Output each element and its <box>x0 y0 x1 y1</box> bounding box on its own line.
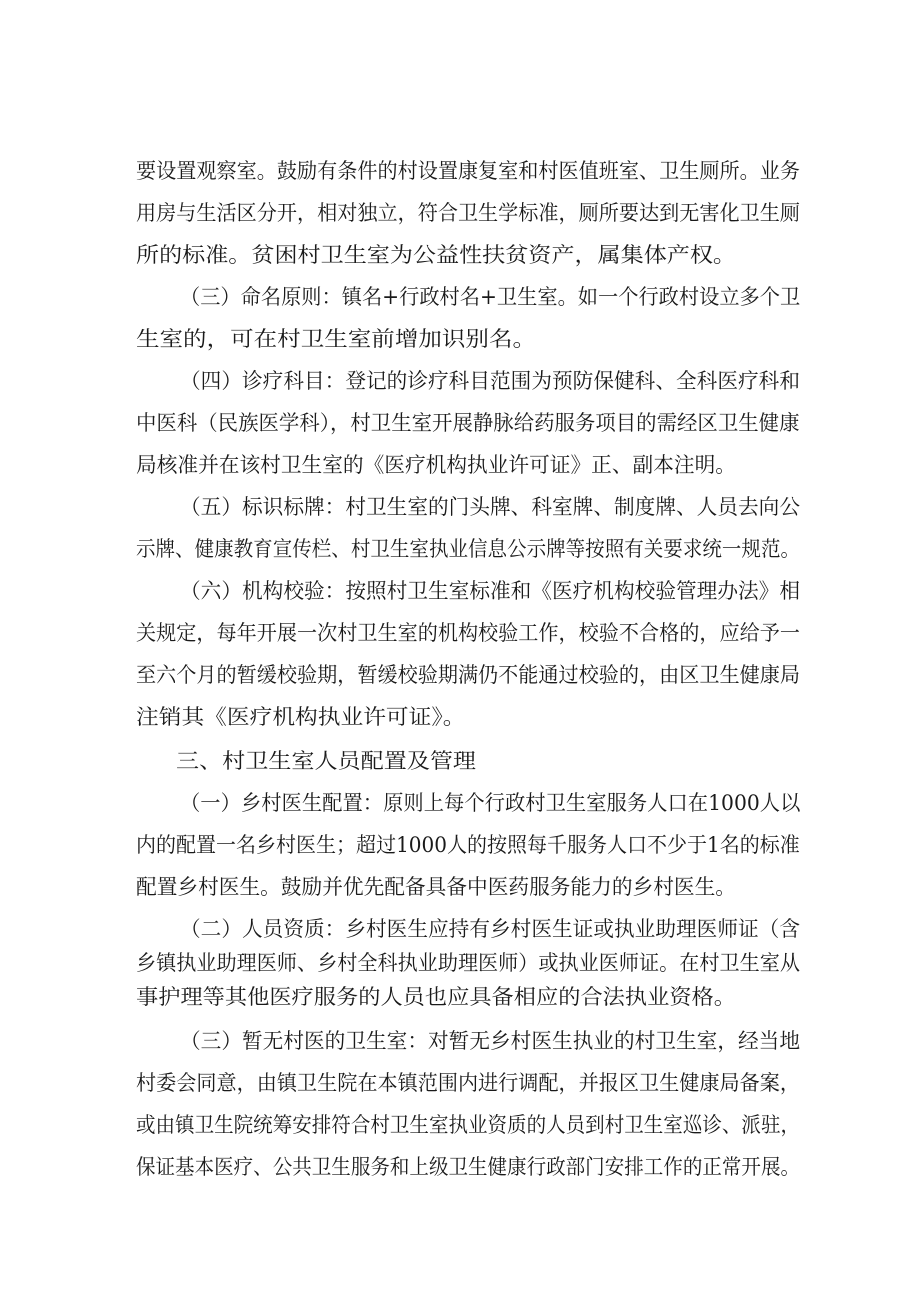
text-line: 乡镇执业助理医师、乡村全科执业助理医师）或执业医师证。在村卫生室从 <box>136 951 800 975</box>
text-line: （二）人员资质：乡村医生应持有乡村医生证或执业助理医师证（含 <box>180 917 800 941</box>
text-line: 注销其《医疗机构执业许可证》。 <box>136 705 466 729</box>
text-line: 内的配置一名乡村医生；超过1000人的按照每千服务人口不少于1名的标准 <box>136 833 800 857</box>
text-line: 配置乡村医生。鼓励并优先配备具备中医药服务能力的乡村医生。 <box>136 875 736 899</box>
section-heading: 三、村卫生室人员配置及管理 <box>176 749 476 773</box>
text-line: （四）诊疗科目：登记的诊疗科目范围为预防保健科、全科医疗科和 <box>180 369 800 393</box>
text-line: （三）暂无村医的卫生室：对暂无乡村医生执业的村卫生室，经当地 <box>180 1029 800 1053</box>
text-line: 示牌、健康教育宣传栏、村卫生室执业信息公示牌等按照有关要求统一规范。 <box>136 537 800 561</box>
text-line: （三）命名原则：镇名+行政村名+卫生室。如一个行政村设立多个卫 <box>180 285 801 309</box>
text-line: （六）机构校验：按照村卫生室标准和《医疗机构校验管理办法》相 <box>180 579 800 603</box>
text-line: 用房与生活区分开，相对独立，符合卫生学标准，厕所要达到无害化卫生厕 <box>136 201 800 225</box>
text-line: 局核准并在该村卫生室的《医疗机构执业许可证》正、副本注明。 <box>136 453 736 477</box>
text-line: 至六个月的暂缓校验期，暂缓校验期满仍不能通过校验的，由区卫生健康局 <box>136 663 800 687</box>
text-line: 事护理等其他医疗服务的人员也应具备相应的合法执业资格。 <box>136 985 736 1009</box>
text-line: （一）乡村医生配置：原则上每个行政村卫生室服务人口在1000人以 <box>180 791 801 815</box>
text-line: 关规定，每年开展一次村卫生室的机构校验工作，校验不合格的，应给予一 <box>136 621 800 645</box>
text-line: 保证基本医疗、公共卫生服务和上级卫生健康行政部门安排工作的正常开展。 <box>136 1155 800 1179</box>
text-line: （五）标识标牌：村卫生室的门头牌、科室牌、制度牌、人员去向公 <box>180 495 800 519</box>
text-line: 村委会同意，由镇卫生院在本镇范围内进行调配，并报区卫生健康局备案， <box>136 1071 800 1095</box>
text-line: 要设置观察室。鼓励有条件的村设置康复室和村医值班室、卫生厕所。业务 <box>136 159 800 183</box>
text-line: 或由镇卫生院统筹安排符合村卫生室执业资质的人员到村卫生室巡诊、派驻， <box>136 1113 800 1137</box>
text-line: 生室的，可在村卫生室前增加识别名。 <box>136 327 536 351</box>
text-line: 中医科（民族医学科），村卫生室开展静脉给药服务项目的需经区卫生健康 <box>136 411 800 435</box>
text-line: 所的标准。贫困村卫生室为公益性扶贫资产，属集体产权。 <box>136 243 736 267</box>
